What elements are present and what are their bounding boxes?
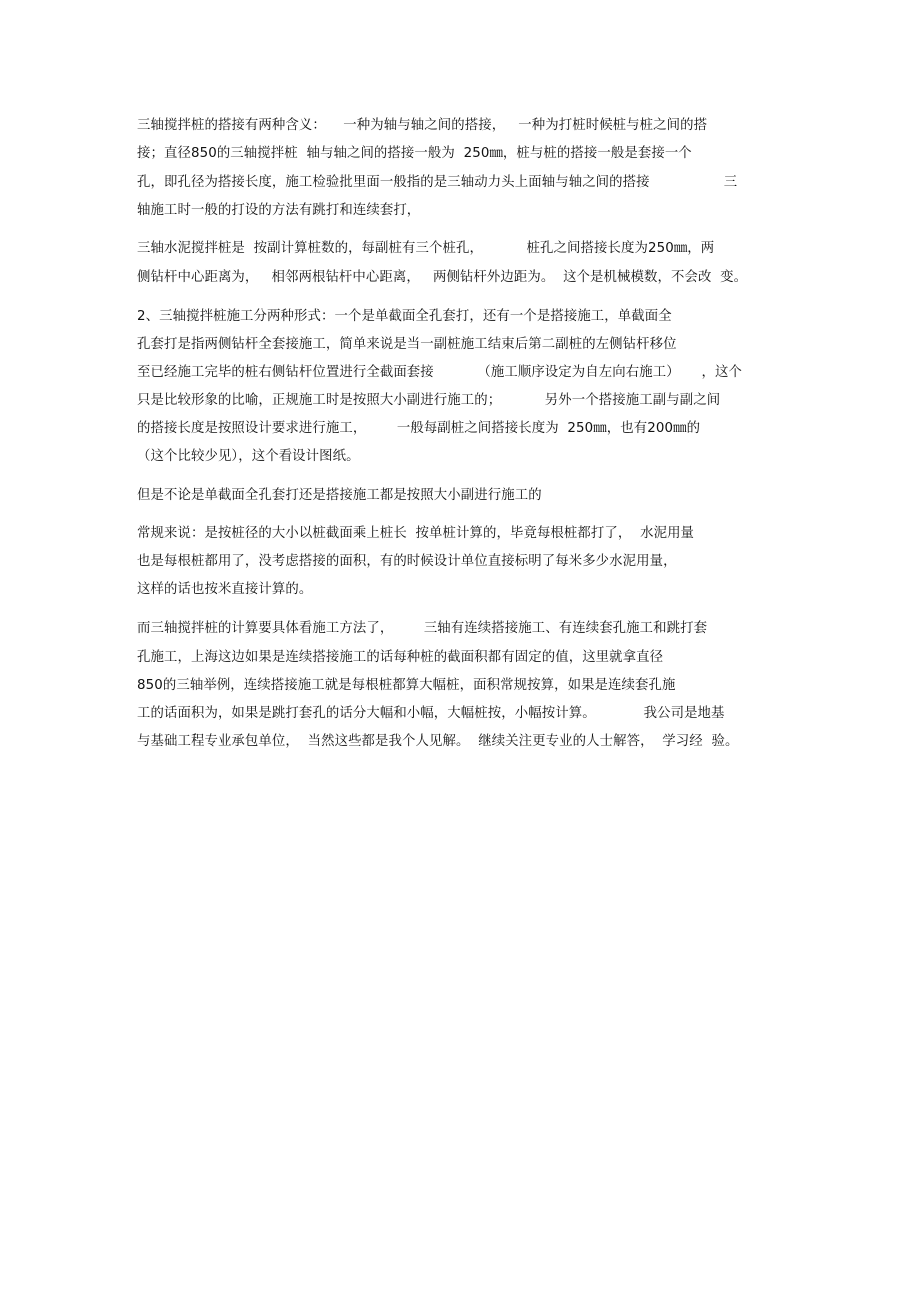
text-line-2: 接；直径850的三轴搅拌桩 轴与轴之间的搭接一般为 250㎜，桩与桩的搭接一般是套接一个: [137, 146, 692, 161]
text-line-20: 工的话面积为，如果是跳打套孔的话分大幅和小幅，大幅桩按，小幅按计算。 我公司是地基: [137, 706, 725, 721]
text-line-6: 侧钻杆中心距离为， 相邻两根钻杆中心距离， 两侧钻杆外边距为。 这个是机械模数，不会改 变。: [137, 270, 748, 285]
text-line-11: 的搭接长度是按照设计要求进行施工， 一般每副桩之间搭接长度为 250㎜，也有200㎜的: [137, 421, 701, 436]
text-line-19: 850的三轴举例，连续搭接施工就是每根桩都算大幅桩，面积常规按算，如果是连续套孔施: [137, 678, 676, 693]
text-line-12: （这个比较少见），这个看设计图纸。: [137, 449, 360, 464]
text-line-3: 孔，即孔径为搭接长度，施工检验批里面一般指的是三轴动力头上面轴与轴之间的搭接 三: [137, 175, 738, 190]
text-line-10: 只是比较形象的比喻，正规施工时是按照大小副进行施工的； 另外一个搭接施工副与副之间: [137, 393, 721, 408]
text-line-13: 但是不论是单截面全孔套打还是搭接施工都是按照大小副进行施工的: [137, 488, 542, 503]
text-line-21: 与基础工程专业承包单位， 当然这些都是我个人见解。 继续关注更专业的人士解答， 学习经 验。: [137, 734, 739, 749]
text-line-7: 2、三轴搅拌桩施工分两种形式：一个是单截面全孔套打，还有一个是搭接施工，单截面全: [137, 309, 672, 324]
text-line-5: 三轴水泥搅拌桩是 按副计算桩数的，每副桩有三个桩孔， 桩孔之间搭接长度为250㎜，两: [137, 241, 715, 256]
text-line-15: 也是每根桩都用了，没考虑搭接的面积，有的时候设计单位直接标明了每米多少水泥用量，: [137, 554, 677, 569]
text-line-17: 而三轴搅拌桩的计算要具体看施工方法了， 三轴有连续搭接施工、有连续套孔施工和跳打套: [137, 621, 708, 636]
text-line-1: 三轴搅拌桩的搭接有两种含义： 一种为轴与轴之间的搭接， 一种为打桩时候桩与桩之间的搭: [137, 118, 708, 133]
text-line-18: 孔施工，上海这边如果是连续搭接施工的话每种桩的截面积都有固定的值，这里就拿直径: [137, 650, 664, 665]
text-line-9: 至已经施工完毕的桩右侧钻杆位置进行全截面套接 （施工顺序设定为自左向右施工） ，这个: [137, 365, 742, 380]
text-line-4: 轴施工时一般的打设的方法有跳打和连续套打，: [137, 203, 421, 218]
text-line-14: 常规来说：是按桩径的大小以桩截面乘上桩长 按单桩计算的，毕竟每根桩都打了， 水泥用量: [137, 526, 695, 541]
text-line-16: 这样的话也按米直接计算的。: [137, 582, 313, 597]
text-line-8: 孔套打是指两侧钻杆全套接施工，简单来说是当一副桩施工结束后第二副桩的左侧钻杆移位: [137, 337, 677, 352]
